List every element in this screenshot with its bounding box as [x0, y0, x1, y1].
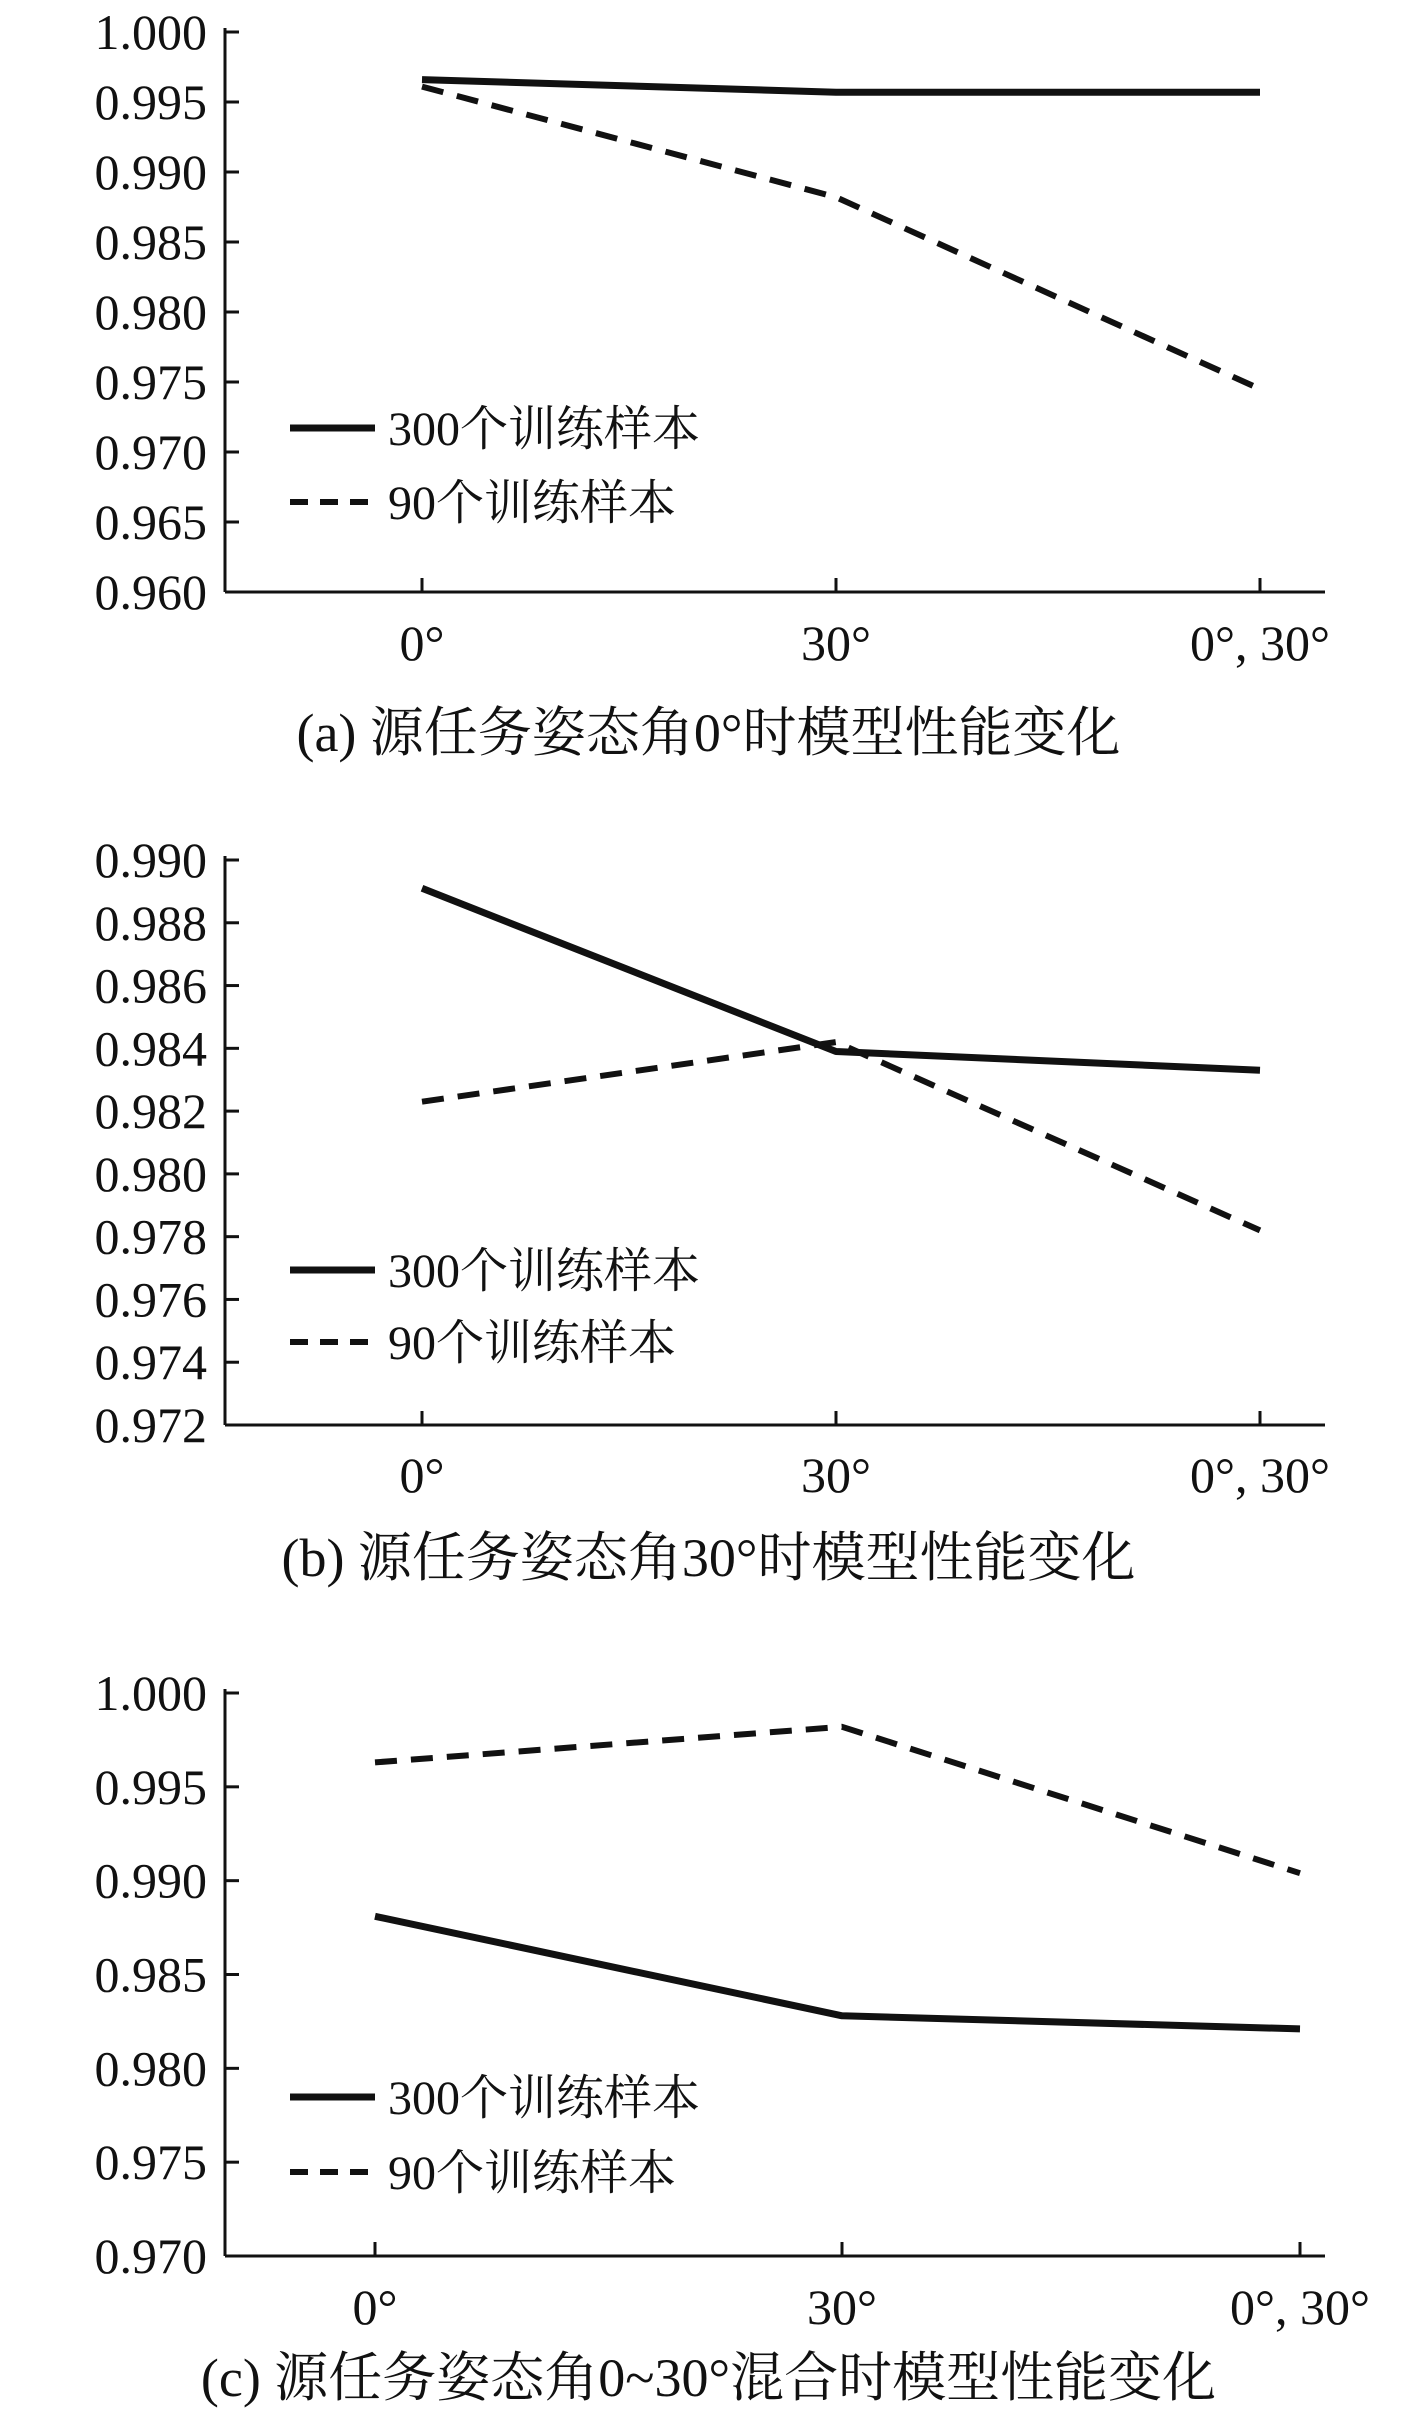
chart-c: [0, 1660, 1417, 2409]
chart-b-x-tick-label: 0°, 30°: [1190, 1447, 1330, 1503]
chart-panel-a: [0, 0, 1417, 780]
chart-b-y-tick-label: 0.982: [94, 1083, 207, 1140]
chart-a-y-tick-label: 0.965: [94, 494, 207, 550]
chart-c-y-tick-label: 0.990: [94, 1852, 207, 1909]
chart-b-y-tick-label: 0.978: [94, 1208, 207, 1265]
chart-c-caption: (c) 源任务姿态角0~30°混合时模型性能变化: [200, 2348, 1217, 2408]
chart-b-x-tick-label: 0°: [399, 1447, 445, 1503]
chart-a-x-tick-label: 30°: [801, 615, 871, 671]
chart-c-legend-label: 90个训练样本: [388, 2147, 677, 2200]
chart-b-legend-label: 90个训练样本: [388, 1317, 677, 1370]
chart-a-series-300-line: [422, 80, 1260, 93]
chart-b-y-tick-label: 0.976: [94, 1271, 207, 1328]
chart-a-y-tick-label: 0.990: [94, 144, 207, 200]
chart-b-series-90-line: [422, 1042, 1260, 1230]
chart-a-y-tick-label: 0.985: [94, 214, 207, 270]
chart-c-y-tick-label: 0.995: [94, 1758, 207, 1815]
chart-b-caption: (b) 源任务姿态角30°时模型性能变化: [281, 1528, 1136, 1588]
chart-c-x-tick-label: 30°: [807, 2279, 877, 2335]
chart-a-caption: (a) 源任务姿态角0°时模型性能变化: [296, 703, 1121, 763]
chart-a-x-tick-label: 0°, 30°: [1190, 615, 1330, 671]
chart-a-y-tick-label: 0.970: [94, 424, 207, 480]
chart-c-y-tick-label: 0.970: [94, 2228, 207, 2284]
chart-panel-b: [0, 830, 1417, 1610]
chart-a-legend-label: 90个训练样本: [388, 477, 677, 530]
chart-b-y-tick-label: 0.972: [94, 1397, 207, 1453]
chart-b-y-tick-label: 0.990: [94, 832, 207, 888]
chart-a-series-90-line: [422, 87, 1260, 389]
chart-panel-c: [0, 1660, 1417, 2409]
chart-b-legend-label: 300个训练样本: [388, 1245, 701, 1298]
chart-c-y-tick-label: 0.975: [94, 2134, 207, 2191]
chart-a-y-tick-label: 0.995: [94, 74, 207, 130]
chart-c-y-tick-label: 0.980: [94, 2040, 207, 2097]
chart-b-series-300-line: [422, 888, 1260, 1070]
chart-b-y-tick-label: 0.986: [94, 957, 207, 1014]
chart-b-x-tick-label: 30°: [801, 1447, 871, 1503]
chart-b-y-tick-label: 0.974: [94, 1334, 207, 1391]
chart-c-x-tick-label: 0°, 30°: [1230, 2279, 1370, 2335]
chart-b-y-tick-label: 0.984: [94, 1020, 207, 1077]
chart-a-y-tick-label: 0.960: [94, 564, 207, 620]
chart-c-x-tick-label: 0°: [352, 2279, 398, 2335]
chart-c-legend-label: 300个训练样本: [388, 2072, 701, 2125]
chart-a-y-tick-label: 1.000: [94, 4, 207, 60]
chart-a-x-tick-label: 0°: [399, 615, 445, 671]
chart-a-y-tick-label: 0.980: [94, 284, 207, 340]
chart-c-series-300-line: [375, 1916, 1300, 2029]
chart-b-y-tick-label: 0.980: [94, 1145, 207, 1202]
chart-b: [0, 830, 1417, 1610]
chart-a-legend-label: 300个训练样本: [388, 403, 701, 456]
chart-c-y-tick-label: 1.000: [94, 1665, 207, 1721]
chart-a-y-tick-label: 0.975: [94, 354, 207, 410]
chart-c-y-tick-label: 0.985: [94, 1946, 207, 2003]
chart-c-series-90-line: [375, 1727, 1300, 1873]
chart-b-y-tick-label: 0.988: [94, 894, 207, 951]
chart-a: [0, 0, 1417, 780]
